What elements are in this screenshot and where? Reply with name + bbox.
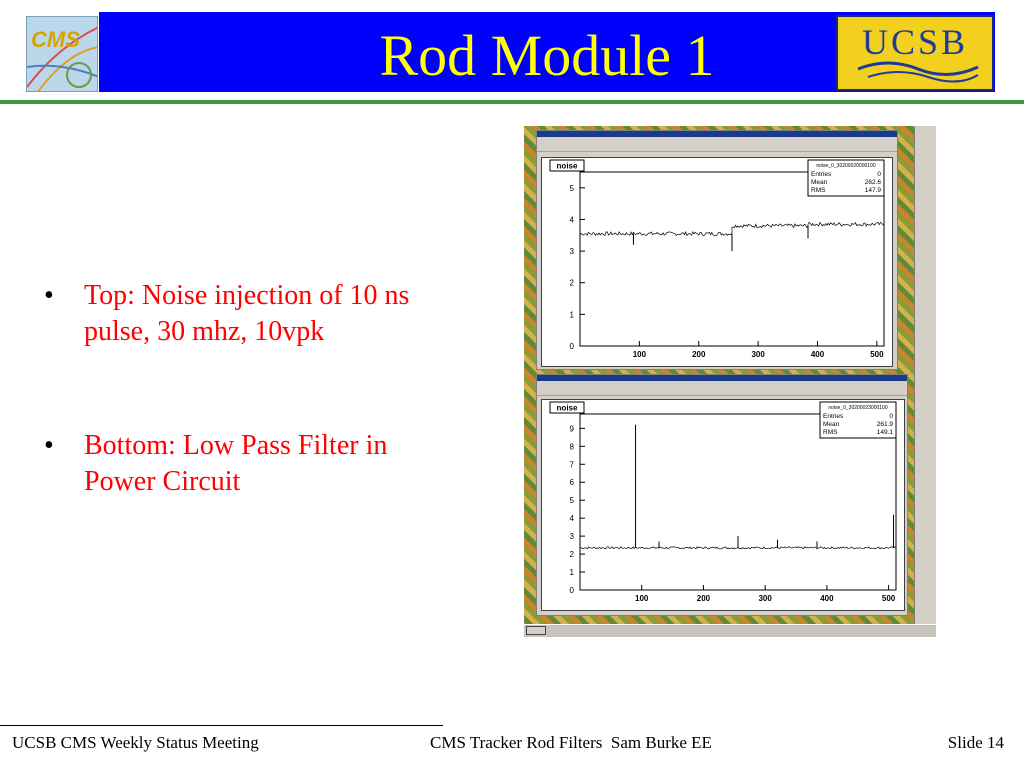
x-tick-label: 100 — [635, 594, 649, 603]
stats-label: Entries — [811, 171, 832, 178]
taskbar — [524, 624, 936, 637]
x-tick-label: 500 — [881, 594, 896, 603]
plot-window-top — [536, 130, 898, 370]
y-tick-label: 6 — [569, 478, 574, 488]
ucsb-wave-graphic — [838, 17, 992, 89]
y-tick-label: 8 — [569, 442, 574, 452]
x-tick-label: 100 — [632, 350, 647, 359]
x-tick-label: 200 — [696, 594, 711, 603]
chart-title: noise — [556, 161, 578, 171]
x-tick-label: 300 — [751, 350, 765, 359]
y-tick-label: 4 — [569, 215, 574, 225]
chart-title: noise — [556, 403, 578, 413]
plot-frame — [580, 172, 884, 346]
stats-value: 262.6 — [864, 179, 881, 186]
ucsb-logo — [836, 15, 994, 91]
stats-label: Mean — [823, 421, 840, 428]
y-tick-label: 5 — [569, 183, 574, 193]
window-menubar — [537, 137, 897, 152]
plot-window-bottom — [536, 374, 908, 616]
plot-screenshot — [524, 126, 936, 636]
x-tick-label: 500 — [870, 350, 884, 359]
stats-label: RMS — [823, 429, 838, 436]
noise-chart-bottom — [542, 400, 904, 610]
ucsb-logo-text: UCSB — [861, 22, 969, 62]
side-panel — [914, 126, 936, 624]
plot-frame — [580, 414, 896, 590]
x-tick-label: 400 — [820, 594, 834, 603]
y-tick-label: 1 — [569, 568, 574, 578]
stats-label: Mean — [811, 179, 828, 186]
footer-rule — [0, 725, 443, 726]
y-tick-label: 2 — [569, 550, 574, 560]
cms-logo — [26, 16, 98, 92]
start-button[interactable] — [526, 626, 546, 635]
plot-area-top — [541, 157, 893, 367]
footer-slide-number: Slide 14 — [947, 733, 1004, 752]
y-tick-label: 7 — [569, 460, 574, 470]
footer-meeting: UCSB CMS Weekly Status Meeting — [12, 733, 259, 752]
header-rule — [0, 100, 1024, 104]
stats-value: 147.9 — [864, 187, 881, 194]
bullet-list — [40, 278, 460, 578]
y-tick-label: 9 — [569, 424, 574, 434]
stats-value: 261.9 — [876, 421, 893, 428]
y-tick-label: 0 — [569, 342, 574, 351]
stats-label: Entries — [823, 413, 844, 420]
y-tick-label: 5 — [569, 496, 574, 506]
stats-label: RMS — [811, 187, 826, 194]
y-tick-label: 2 — [569, 278, 574, 288]
cms-logo-text: CMS — [31, 27, 80, 52]
bullet-item-top: • Top: Noise injection of 10 ns pulse, 30 mhz, 10vpk — [40, 278, 460, 350]
x-tick-label: 300 — [758, 594, 772, 603]
bullet-item-bottom: • Bottom: Low Pass Filter in Power Circuit — [40, 428, 460, 500]
plot-area-bottom — [541, 399, 905, 611]
stats-value: 0 — [877, 171, 881, 178]
slide-title: Rod Module 1 — [379, 23, 715, 88]
stats-value: 149.1 — [876, 429, 893, 436]
stats-name: noise_0_30200023000100 — [828, 405, 888, 411]
y-tick-label: 0 — [569, 586, 574, 595]
y-tick-label: 3 — [569, 532, 574, 542]
y-tick-label: 1 — [569, 310, 574, 320]
stats-value: 0 — [889, 413, 893, 420]
x-tick-label: 400 — [810, 350, 825, 359]
y-tick-label: 4 — [569, 514, 574, 524]
window-menubar — [537, 381, 907, 396]
noise-chart-top — [542, 158, 892, 366]
y-tick-label: 3 — [569, 247, 574, 257]
stats-name: noise_0_30200020000100 — [816, 163, 876, 169]
x-tick-label: 200 — [692, 350, 706, 359]
footer-topic: CMS Tracker Rod Filters Sam Burke EE — [430, 733, 712, 752]
